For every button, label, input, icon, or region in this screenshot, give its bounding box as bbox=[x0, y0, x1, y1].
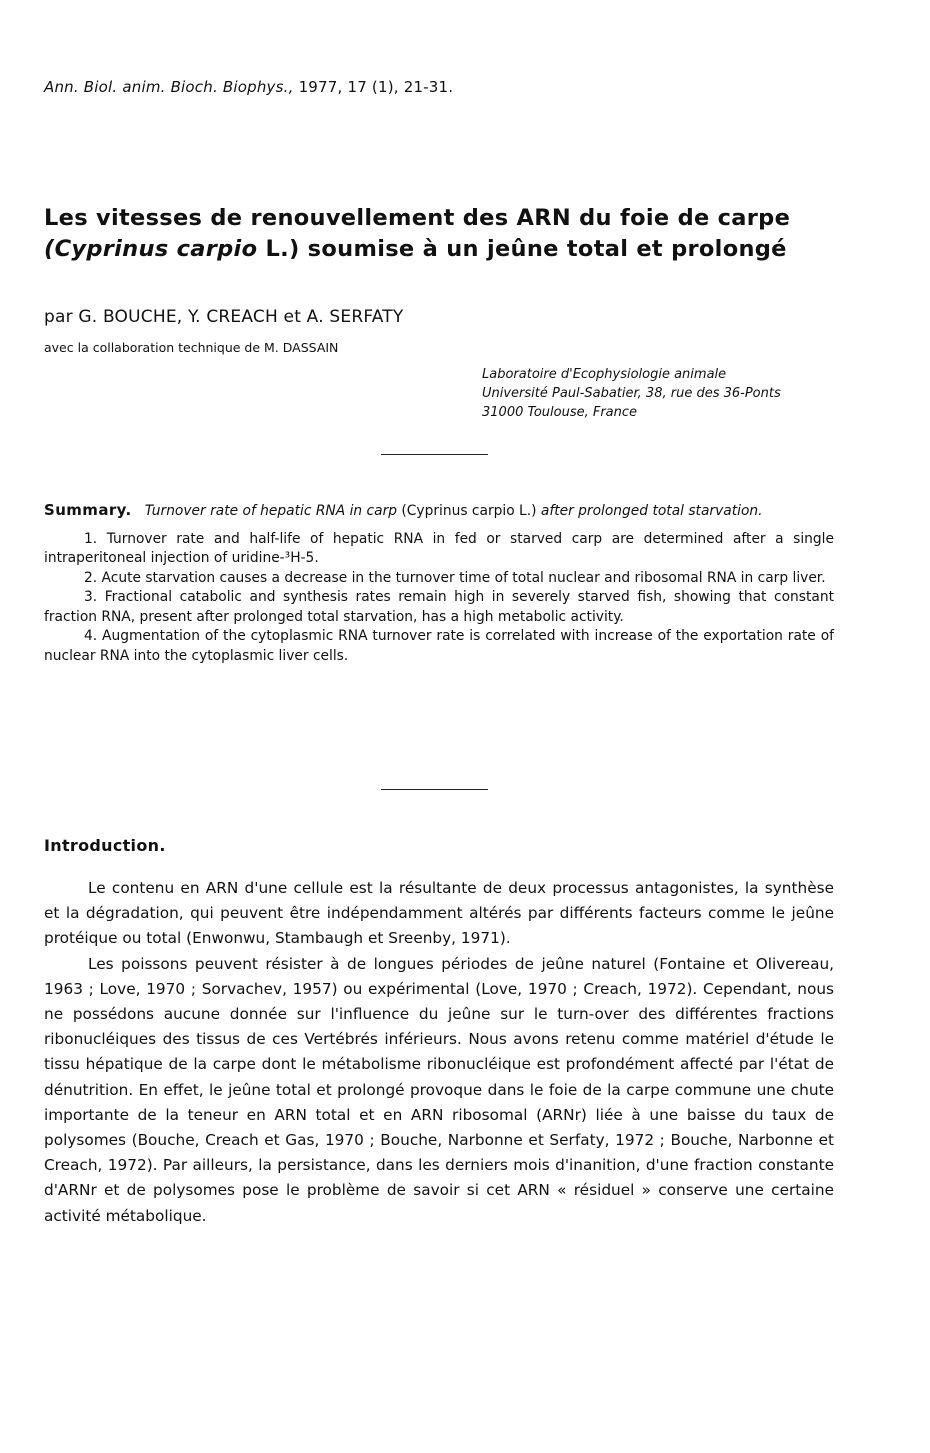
journal-volume: 1977, 17 (1), 21-31. bbox=[298, 78, 454, 96]
title-line-1: Les vitesses de renouvellement des ARN du foie de carpe bbox=[44, 205, 791, 231]
lab-line-1: Laboratoire d'Ecophysiologie animale bbox=[482, 367, 727, 382]
journal-reference bbox=[44, 78, 453, 96]
journal-name: Ann. Biol. anim. Bioch. Biophys., bbox=[44, 78, 294, 96]
summary-item: 2. Acute starvation causes a decrease in the turnover time of total nuclear and ribosomal RNA in carp liver. bbox=[84, 569, 826, 586]
summary-heading: Summary. bbox=[44, 501, 132, 519]
summary-item: 1. Turnover rate and half-life of hepatic RNA in fed or starved carp are determined after a single intraperitoneal injection of uridine-³H-5. bbox=[44, 530, 834, 566]
laboratory-address bbox=[482, 365, 781, 422]
lab-line-3: 31000 Toulouse, France bbox=[482, 405, 638, 420]
divider-top bbox=[381, 454, 488, 455]
title-line-2-rest: L.) soumise à un jeûne total et prolongé bbox=[257, 236, 787, 262]
summary-title bbox=[44, 501, 834, 522]
summary-item: 4. Augmentation of the cytoplasmic RNA turnover rate is correlated with increase of the exportation rate of nuclear RNA into the cytoplasmic liver cells. bbox=[44, 628, 834, 664]
summary-title-part2: after prolonged total starvation. bbox=[540, 503, 763, 519]
intro-paragraph: Le contenu en ARN d'une cellule est la résultante de deux processus antagonistes, la synthèse et la dégradation, qui peuvent être indépendamment altérés par différents facteurs comme le jeûne protéique ou total (Enwonwu, Stambaugh et Sreenby, 1971). bbox=[44, 879, 834, 948]
technical-collaboration: avec la collaboration technique de M. DASSAIN bbox=[44, 340, 339, 355]
summary-title-species: (Cyprinus carpio L.) bbox=[397, 503, 541, 519]
introduction-heading: Introduction. bbox=[44, 836, 166, 855]
intro-paragraph: Les poissons peuvent résister à de longues périodes de jeûne naturel (Fontaine et Olivereau, 1963 ; Love, 1970 ; Sorvachev, 1957) ou expérimental (Love, 1970 ; Creach, 1972). Cependant, nous ne possédons aucune donnée sur l'influence du jeûne sur le turn-over des différentes fractions ribonucléiques des tissus de ces Vertébrés inférieurs. Nous avons retenu comme matériel d'étude le tissu hépatique de la carpe dont le métabolisme ribonucléique est profondément affecté par l'état de dénutrition. En effet, le jeûne total et prolongé provoque dans le foie de la carpe commune une chute importante de la teneur en ARN total et en ARN ribosomal (ARNr) liée à une baisse du taux de polysomes (Bouche, Creach et Gas, 1970 ; Bouche, Narbonne et Serfaty, 1972 ; Bouche, Narbonne et Creach, 1972). Par ailleurs, la persistance, dans les derniers mois d'inanition, d'une fraction constante d'ARNr et de polysomes pose le problème de savoir si cet ARN « résiduel » conserve une certaine activité métabolique. bbox=[44, 954, 834, 1225]
summary-title-part1: Turnover rate of hepatic RNA in carp bbox=[144, 503, 398, 519]
introduction-body bbox=[44, 876, 834, 1229]
summary-item: 3. Fractional catabolic and synthesis rates remain high in severely starved fish, showing that constant fraction RNA, present after prolonged total starvation, has a high metabolic activity. bbox=[44, 589, 834, 625]
divider-bottom bbox=[381, 789, 488, 790]
authors: par G. BOUCHE, Y. CREACH et A. SERFATY bbox=[44, 307, 404, 327]
article-title bbox=[44, 203, 864, 265]
summary-section bbox=[44, 501, 834, 666]
title-species: (Cyprinus carpio bbox=[44, 236, 258, 262]
lab-line-2: Université Paul-Sabatier, 38, rue des 36-Ponts bbox=[482, 386, 781, 401]
title-line-2 bbox=[44, 234, 864, 265]
